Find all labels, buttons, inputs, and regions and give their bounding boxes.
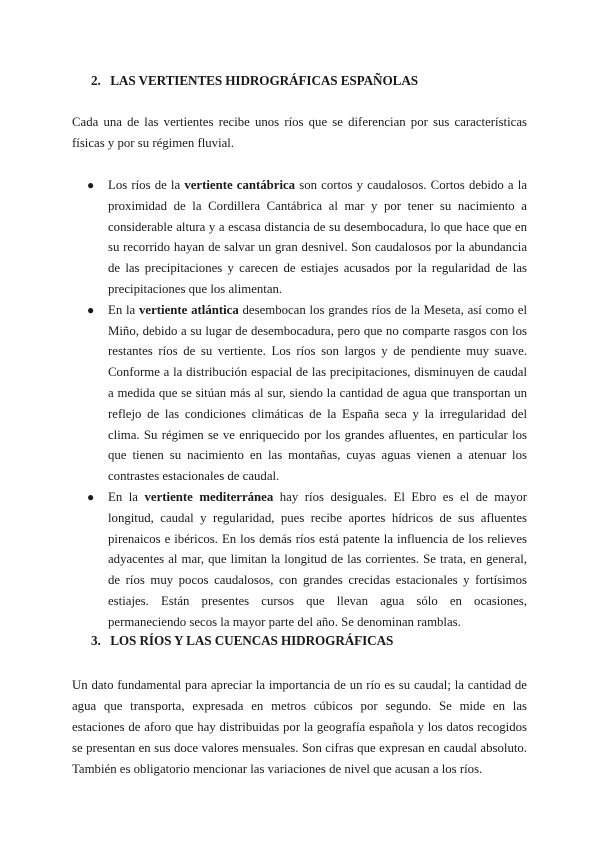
bullet-text-pre: En la: [108, 302, 140, 317]
section-2-heading: [91, 73, 418, 89]
bullet-text-post: desembocan los grandes ríos de la Meseta, así como el Miño, debido a su lugar de desembocadura, pero que no comparte rasgos con los restantes ríos de su vertiente. Los ríos son largos y de pendiente muy suave. Conforme a la distribución espacial de las precipitaciones, disminuyen de caudal a medida que se sitúan más al sur, siendo la cantidad de agua que transportan un reflejo de las condiciones climáticas de la España seca y la irregularidad del clima. Su régimen se ve enriquecido por los grandes afluentes, en particular los que tienen su nacimiento en las montañas, cuyas aguas vienen a atenuar los contrastes estacionales de caudal.: [108, 302, 528, 484]
bullet-vertiente-atlantica: [87, 300, 528, 487]
section-2-title: LAS VERTIENTES HIDROGRÁFICAS ESPAÑOLAS: [110, 73, 418, 88]
bullet-text-bold: vertiente mediterránea: [144, 489, 274, 504]
bullet-dot-icon: ●: [87, 489, 95, 504]
bullet-dot-icon: ●: [87, 178, 95, 192]
vertientes-list: [0, 175, 600, 633]
bullet-text-bold: vertiente cantábrica: [184, 178, 296, 192]
bullet-dot-icon: ●: [87, 302, 95, 317]
section-3-heading: [91, 633, 393, 649]
bullet-vertiente-cantabrica: [87, 175, 527, 300]
bullet-text-post: son cortos y caudalosos. Cortos debido a la proximidad de la Cordillera Cantábrica al mar y por tener su nacimiento a considerable altura y a escasa distancia de su desembocadura, lo que hace que en su recorrido hayan de salvar un gran desnivel. Son caudalosos por la abundancia de las precipitaciones y carecen de estiajes acusados por la regularidad de las precipitaciones que los alimentan.: [108, 178, 527, 296]
bullet-vertiente-mediterranea: [87, 487, 528, 633]
bullet-text-bold: vertiente atlántica: [139, 302, 239, 317]
section-2-number: 2.: [91, 73, 101, 88]
bullet-text-pre: Los ríos de la: [108, 178, 185, 192]
section-3-paragraph: Un dato fundamental para apreciar la importancia de un río es su caudal; la cantidad de agua que transporta, expresada en metros cúbicos por segundo. Se mide en las estaciones de aforo que hay distribuidas por la geografía española y los datos recogidos se presentan en sus doce valores mensuales. Son cifras que expresan en caudal absoluto. También es obligatorio mencionar las variaciones de nivel que acusan a los ríos.: [72, 678, 527, 776]
bullet-text-post: hay ríos desiguales. El Ebro es el de mayor longitud, caudal y regularidad, pues recibe aportes hídricos de sus afluentes pirenaicos e ibéricos. En los demás ríos está patente la influencia de los relieves adyacentes al mar, que limitan la longitud de las corrientes. Se trata, en general, de ríos muy pocos caudalosos, con grandes crecidas estacionales y fortísimos estiajes. Están presentes cursos que llevan agua sólo en ocasiones, permaneciendo secos la mayor parte del año. Se denominan ramblas.: [108, 489, 528, 629]
bullet-text-pre: En la: [108, 489, 145, 504]
section-3-number: 3.: [91, 633, 101, 648]
section-2-intro: Cada una de las vertientes recibe unos ríos que se diferencian por sus características físicas y por su régimen fluvial.: [72, 115, 527, 150]
section-3-title: LOS RÍOS Y LAS CUENCAS HIDROGRÁFICAS: [110, 633, 394, 648]
